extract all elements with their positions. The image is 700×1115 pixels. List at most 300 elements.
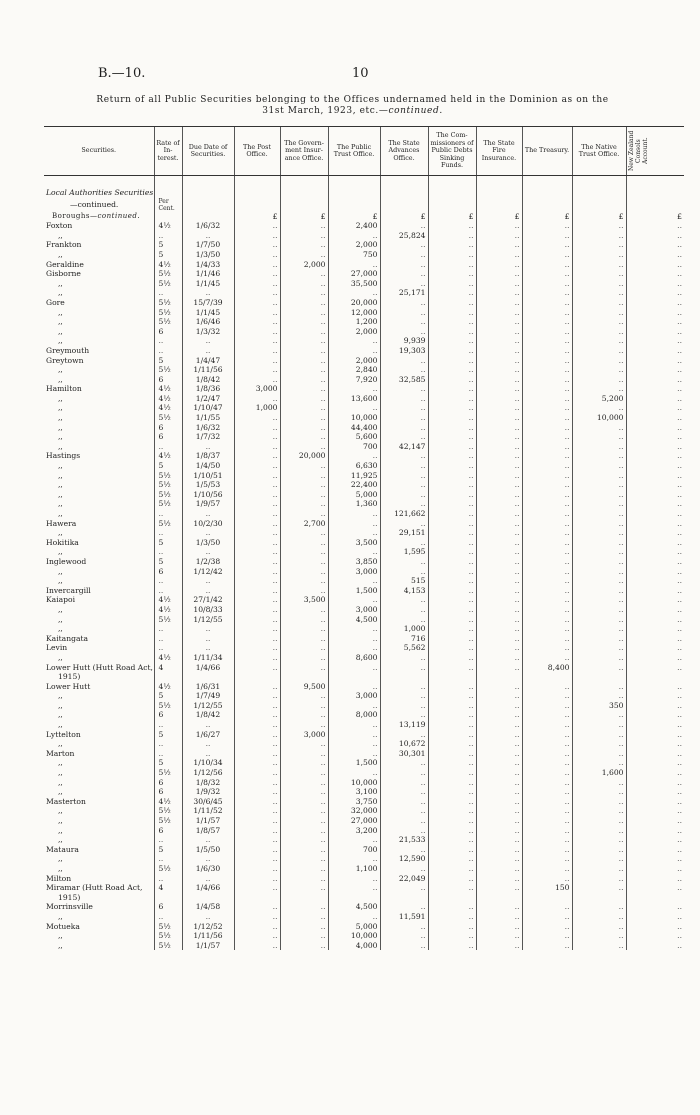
rate-cell: 5½ [154, 499, 182, 509]
amount-cell: .. [328, 634, 380, 644]
amount-cell: .. [572, 749, 626, 759]
amount-cell: .. [234, 394, 280, 404]
amount-cell: .. [476, 758, 522, 768]
amount-cell: .. [234, 634, 280, 644]
security-name: Gore [46, 297, 65, 307]
amount-cell: .. [380, 260, 428, 270]
rate-cell: .. [154, 288, 182, 298]
securities-table [44, 126, 684, 950]
amount-cell: .. [328, 576, 380, 586]
rate-cell: 6 [154, 327, 182, 337]
amount-cell: .. [476, 883, 522, 893]
table-row [44, 720, 684, 730]
amount-cell: .. [572, 835, 626, 845]
amount-cell: .. [522, 461, 572, 471]
amount-cell: .. [380, 653, 428, 663]
security-name: ,, [58, 566, 63, 576]
amount-cell: .. [234, 730, 280, 740]
amount-cell: .. [572, 509, 626, 519]
amount-cell: .. [234, 471, 280, 481]
amount-cell: .. [572, 720, 626, 730]
rate-cell: 5 [154, 691, 182, 701]
amount-cell: .. [428, 317, 476, 327]
security-name: Hawera [46, 518, 77, 528]
amount-cell: .. [428, 499, 476, 509]
due-date-cell: 1/3/32 [182, 327, 234, 337]
security-name: Lyttelton [46, 729, 81, 739]
rate-cell: 5 [154, 557, 182, 567]
amount-cell: .. [626, 730, 684, 740]
security-name: ,, [58, 441, 63, 451]
amount-cell: .. [328, 749, 380, 759]
amount-cell [522, 893, 572, 903]
amount-cell: .. [428, 240, 476, 250]
table-row [44, 308, 684, 318]
amount-cell: .. [522, 308, 572, 318]
amount-cell: .. [380, 883, 428, 893]
due-date-cell: 1/12/55 [182, 615, 234, 625]
security-name: ,, [58, 691, 63, 701]
amount-cell: .. [234, 451, 280, 461]
amount-cell: .. [476, 615, 522, 625]
rate-cell: 5½ [154, 308, 182, 318]
amount-cell: .. [328, 883, 380, 893]
amount-cell: .. [380, 845, 428, 855]
amount-cell: .. [234, 691, 280, 701]
amount-cell: .. [428, 365, 476, 375]
amount-cell: .. [626, 336, 684, 346]
amount-cell: .. [476, 845, 522, 855]
amount-cell: .. [428, 528, 476, 538]
amount-cell: 3,500 [280, 595, 328, 605]
table-row [44, 749, 684, 759]
amount-cell: .. [234, 874, 280, 884]
amount-cell: .. [626, 567, 684, 577]
security-name: Hastings [46, 451, 81, 461]
amount-cell: .. [626, 605, 684, 615]
rate-cell: 4½ [154, 384, 182, 394]
rate-cell: 6 [154, 710, 182, 720]
amount-cell: 700 [328, 442, 380, 452]
security-name: ,, [58, 528, 63, 538]
security-name: ,, [58, 278, 63, 288]
amount-cell: .. [234, 778, 280, 788]
security-name: ,, [58, 317, 63, 327]
column-header: The Com-missioners of Public Debts Sinking Funds. [428, 127, 476, 176]
amount-cell: .. [280, 403, 328, 413]
amount-cell: 1,600 [572, 768, 626, 778]
due-date-cell: 1/1/55 [182, 413, 234, 423]
table-row [44, 710, 684, 720]
table-row [44, 231, 684, 241]
security-name: Hokitika [46, 537, 79, 547]
due-date-cell: .. [182, 336, 234, 346]
table-row [44, 432, 684, 442]
rate-cell: 5½ [154, 480, 182, 490]
amount-cell [476, 893, 522, 903]
amount-cell: .. [428, 547, 476, 557]
amount-cell: 5,000 [328, 922, 380, 932]
amount-cell: .. [234, 624, 280, 634]
amount-cell: .. [522, 509, 572, 519]
amount-cell: .. [476, 346, 522, 356]
amount-cell: 11,591 [380, 912, 428, 922]
amount-cell: 8,400 [522, 663, 572, 673]
table-row [44, 423, 684, 433]
due-date-cell: 1/6/27 [182, 730, 234, 740]
amount-cell: 11,925 [328, 471, 380, 481]
amount-cell: .. [572, 883, 626, 893]
amount-cell: .. [280, 663, 328, 673]
amount-cell: .. [626, 480, 684, 490]
security-name: ,, [58, 604, 63, 614]
amount-cell: .. [280, 854, 328, 864]
amount-cell: .. [380, 768, 428, 778]
security-name: ,, [58, 854, 63, 864]
amount-cell: .. [522, 567, 572, 577]
security-name: Gisborne [46, 269, 81, 279]
amount-cell: 13,119 [380, 720, 428, 730]
table-row [44, 221, 684, 231]
amount-cell: .. [428, 509, 476, 519]
amount-cell: .. [428, 931, 476, 941]
amount-cell: .. [234, 547, 280, 557]
due-date-cell: 1/7/49 [182, 691, 234, 701]
table-row [44, 375, 684, 385]
rate-cell: .. [154, 442, 182, 452]
security-name: ,, [58, 835, 63, 845]
table-row [44, 922, 684, 932]
table-row [44, 471, 684, 481]
amount-cell: .. [234, 413, 280, 423]
amount-cell: .. [572, 557, 626, 567]
amount-cell: .. [328, 912, 380, 922]
due-date-cell: 10/2/30 [182, 519, 234, 529]
amount-cell: .. [234, 710, 280, 720]
amount-cell: .. [572, 499, 626, 509]
amount-cell [280, 672, 328, 682]
amount-cell: .. [522, 941, 572, 951]
amount-cell: .. [280, 308, 328, 318]
amount-cell: .. [626, 586, 684, 596]
table-row [44, 653, 684, 663]
amount-cell: 2,000 [280, 260, 328, 270]
table-row [44, 250, 684, 260]
amount-cell: .. [280, 336, 328, 346]
amount-cell: .. [476, 653, 522, 663]
column-header: Due Date of Securities. [182, 127, 234, 176]
table-row [44, 346, 684, 356]
amount-cell: .. [476, 874, 522, 884]
amount-cell: .. [328, 451, 380, 461]
rate-cell: .. [154, 586, 182, 596]
amount-cell: .. [626, 317, 684, 327]
security-name: ,, [58, 249, 63, 259]
amount-cell: 5,600 [328, 432, 380, 442]
amount-cell: .. [626, 682, 684, 692]
amount-cell: 20,000 [328, 298, 380, 308]
security-name: ,, [58, 931, 63, 941]
amount-cell: 350 [572, 701, 626, 711]
amount-cell: 10,000 [572, 413, 626, 423]
amount-cell: .. [280, 941, 328, 951]
amount-cell: .. [476, 509, 522, 519]
rate-cell: 5½ [154, 922, 182, 932]
amount-cell: .. [522, 902, 572, 912]
amount-cell: .. [522, 250, 572, 260]
column-header: The State Fire Insurance. [476, 127, 522, 176]
rate-cell: 4½ [154, 605, 182, 615]
amount-cell: .. [626, 806, 684, 816]
rate-cell: 5½ [154, 941, 182, 951]
amount-cell: .. [428, 336, 476, 346]
amount-cell: .. [234, 854, 280, 864]
table-row [44, 758, 684, 768]
amount-cell: .. [380, 298, 428, 308]
security-name: ,, [58, 739, 63, 749]
table-row [44, 931, 684, 941]
amount-cell: .. [626, 384, 684, 394]
empty-cell [154, 212, 182, 222]
section-title: Local Authorities Securities [46, 188, 154, 197]
security-name: Hamilton [46, 384, 82, 394]
security-name: ,, [58, 720, 63, 730]
amount-cell: 3,000 [328, 567, 380, 577]
amount-cell: .. [280, 835, 328, 845]
amount-cell: .. [476, 816, 522, 826]
amount-cell: .. [626, 356, 684, 366]
amount-cell: 5,000 [328, 490, 380, 500]
amount-cell: .. [234, 528, 280, 538]
amount-cell: .. [280, 653, 328, 663]
amount-cell: .. [380, 595, 428, 605]
rate-cell: 4½ [154, 451, 182, 461]
amount-cell: .. [522, 269, 572, 279]
amount-cell: .. [328, 854, 380, 864]
amount-cell: .. [280, 787, 328, 797]
rate-cell: 6 [154, 567, 182, 577]
table-row [44, 787, 684, 797]
amount-cell: 8,000 [328, 710, 380, 720]
amount-cell: .. [380, 461, 428, 471]
amount-cell: .. [476, 528, 522, 538]
amount-cell: .. [280, 269, 328, 279]
due-date-cell: 1/2/47 [182, 394, 234, 404]
amount-cell: .. [522, 595, 572, 605]
rate-cell: 6 [154, 778, 182, 788]
rate-cell: .. [154, 624, 182, 634]
table-row [44, 682, 684, 692]
security-name: ,, [58, 393, 63, 403]
rate-cell: 6 [154, 787, 182, 797]
title-line-1: Return of all Public Securities belonging to the Offices undernamed held in the Dominion as on the [96, 95, 609, 105]
amount-cell: .. [234, 250, 280, 260]
table-row [44, 336, 684, 346]
amount-cell: .. [380, 221, 428, 231]
amount-cell: .. [476, 835, 522, 845]
amount-cell: .. [328, 519, 380, 529]
amount-cell: .. [280, 701, 328, 711]
amount-cell: .. [428, 778, 476, 788]
table-row [44, 768, 684, 778]
amount-cell: .. [522, 835, 572, 845]
amount-cell: .. [234, 826, 280, 836]
amount-cell: 20,000 [280, 451, 328, 461]
amount-cell: .. [280, 490, 328, 500]
rate-cell: 5½ [154, 365, 182, 375]
amount-cell: 12,000 [328, 308, 380, 318]
amount-cell: .. [280, 432, 328, 442]
amount-cell: .. [234, 490, 280, 500]
security-name: ,, [58, 230, 63, 240]
amount-cell: .. [572, 327, 626, 337]
amount-cell: .. [522, 432, 572, 442]
amount-cell: .. [280, 365, 328, 375]
amount-cell: .. [626, 528, 684, 538]
due-date-cell: 1/12/56 [182, 768, 234, 778]
amount-cell: 1,500 [328, 758, 380, 768]
security-name: Kaiapoi [46, 595, 76, 605]
due-date-cell: .. [182, 720, 234, 730]
amount-cell: .. [522, 806, 572, 816]
amount-cell: .. [572, 864, 626, 874]
security-name: ,, [58, 374, 63, 384]
amount-cell: 2,000 [328, 327, 380, 337]
amount-cell: .. [522, 797, 572, 807]
amount-cell: .. [626, 547, 684, 557]
amount-cell: 1,595 [380, 547, 428, 557]
security-name: ,, [58, 777, 63, 787]
due-date-cell: .. [182, 739, 234, 749]
amount-cell: .. [572, 615, 626, 625]
spacer-row [44, 176, 684, 189]
amount-cell: .. [522, 519, 572, 529]
amount-cell: .. [428, 423, 476, 433]
amount-cell: 750 [328, 250, 380, 260]
table-row [44, 941, 684, 951]
amount-cell [234, 893, 280, 903]
amount-cell: .. [328, 384, 380, 394]
security-name: ,, [58, 489, 63, 499]
amount-cell: .. [476, 423, 522, 433]
amount-cell: .. [626, 643, 684, 653]
amount-cell: .. [522, 816, 572, 826]
amount-cell: .. [328, 231, 380, 241]
amount-cell: .. [522, 874, 572, 884]
amount-cell: .. [280, 883, 328, 893]
amount-cell: .. [234, 902, 280, 912]
section-title-row [44, 188, 684, 198]
amount-cell: .. [234, 327, 280, 337]
amount-cell: .. [572, 816, 626, 826]
due-date-cell: .. [182, 874, 234, 884]
table-row [44, 806, 684, 816]
amount-cell: .. [328, 509, 380, 519]
security-name: ,, [58, 307, 63, 317]
amount-cell: .. [572, 634, 626, 644]
amount-cell: .. [572, 384, 626, 394]
amount-cell: .. [522, 423, 572, 433]
amount-cell: .. [428, 701, 476, 711]
amount-cell: 3,200 [328, 826, 380, 836]
amount-cell: .. [522, 528, 572, 538]
amount-cell: .. [626, 413, 684, 423]
amount-cell: .. [234, 269, 280, 279]
amount-cell: .. [572, 442, 626, 452]
amount-cell: .. [428, 663, 476, 673]
currency-unit: £ [328, 212, 380, 222]
amount-cell: 5,562 [380, 643, 428, 653]
amount-cell: .. [522, 375, 572, 385]
security-name: Inglewood [46, 556, 87, 566]
due-date-cell: 1/6/32 [182, 423, 234, 433]
due-date-cell: 1/1/46 [182, 269, 234, 279]
amount-cell: .. [522, 240, 572, 250]
table-row [44, 576, 684, 586]
amount-cell: .. [428, 250, 476, 260]
due-date-cell: .. [182, 528, 234, 538]
amount-cell: .. [522, 864, 572, 874]
due-date-cell: 1/4/66 [182, 883, 234, 893]
amount-cell: .. [280, 346, 328, 356]
amount-cell: .. [522, 710, 572, 720]
amount-cell: .. [522, 451, 572, 461]
amount-cell: .. [626, 490, 684, 500]
amount-cell: .. [234, 864, 280, 874]
amount-cell: .. [626, 854, 684, 864]
amount-cell: .. [522, 499, 572, 509]
amount-cell: .. [522, 221, 572, 231]
amount-cell: .. [280, 327, 328, 337]
amount-cell: .. [428, 356, 476, 366]
amount-cell: .. [280, 864, 328, 874]
due-date-cell: 1/1/57 [182, 816, 234, 826]
table-row [44, 384, 684, 394]
security-name: ,, [58, 787, 63, 797]
amount-cell: .. [572, 365, 626, 375]
amount-cell: 3,000 [234, 384, 280, 394]
amount-cell: .. [476, 787, 522, 797]
amount-cell: .. [280, 547, 328, 557]
amount-cell: 29,151 [380, 528, 428, 538]
table-row [44, 816, 684, 826]
amount-cell: .. [522, 931, 572, 941]
table-row [44, 327, 684, 337]
amount-cell: .. [380, 797, 428, 807]
amount-cell: .. [522, 922, 572, 932]
amount-cell: .. [328, 528, 380, 538]
amount-cell: .. [428, 922, 476, 932]
column-header: The Treasury. [522, 127, 572, 176]
due-date-cell: .. [182, 547, 234, 557]
amount-cell: .. [428, 720, 476, 730]
amount-cell: .. [428, 346, 476, 356]
amount-cell: 1,360 [328, 499, 380, 509]
amount-cell: .. [572, 854, 626, 864]
amount-cell: .. [626, 701, 684, 711]
amount-cell: 9,500 [280, 682, 328, 692]
due-date-cell: 1/10/34 [182, 758, 234, 768]
amount-cell: .. [380, 451, 428, 461]
amount-cell: .. [234, 221, 280, 231]
rate-cell: 5 [154, 730, 182, 740]
amount-cell: .. [572, 432, 626, 442]
amount-cell: .. [572, 576, 626, 586]
amount-cell: .. [428, 461, 476, 471]
amount-cell: .. [626, 423, 684, 433]
due-date-cell: 1/8/57 [182, 826, 234, 836]
amount-cell: .. [428, 519, 476, 529]
